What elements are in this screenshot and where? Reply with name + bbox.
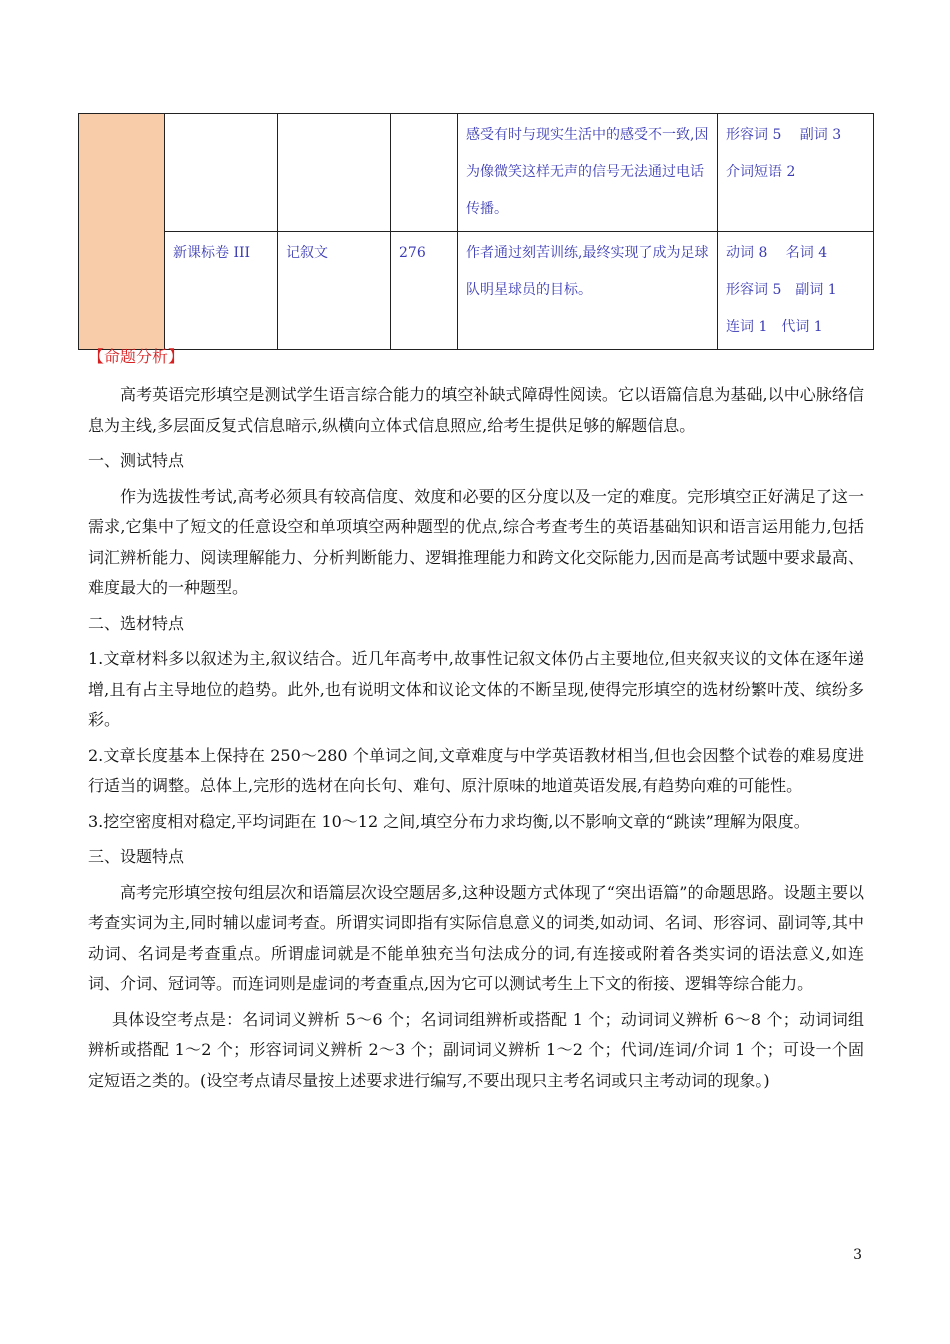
material-point-1: 1.文章材料多以叙述为主,叙议结合。近几年高考中,故事性记叙文体仍占主要地位,但夹叙夹议的文体在逐年递增,且有占主导地位的趋势。此外,也有说明文体和议论文体的不断呈现,使得完形填空的选材纷繁叶茂、缤纷多彩。 [88, 649, 864, 729]
table-row [79, 114, 874, 232]
test-item: 动词 8 名词 4 [726, 245, 828, 261]
table-cell-words [391, 114, 458, 232]
table-cell-genre [278, 114, 391, 232]
table-cell-summary: 作者通过刻苦训练,最终实现了成为足球队明星球员的目标。 [458, 232, 718, 350]
test-item: 介词短语 2 [726, 164, 796, 180]
material-point-2: 2.文章长度基本上保持在 250～280 个单词之间,文章难度与中学英语教材相当,但也会因整个试卷的难易度进行适当的调整。总体上,完形的选材在向长句、难句、原汁原味的地道英语发展,有趋势向难的可能性。 [88, 745, 864, 795]
table-cell-genre: 记叙文 [278, 232, 391, 350]
table-cell-tests [718, 232, 874, 350]
body-text [88, 380, 864, 1101]
exam-statistics-table [78, 113, 874, 350]
table-cell-tests [718, 114, 874, 232]
table-cell-words: 276 [391, 232, 458, 350]
blank-points-paragraph: 具体设空考点是：名词词义辨析 5～6 个；名词词组辨析或搭配 1 个；动词词义辨析 6～8 个；动词词组辨析或搭配 1～2 个；形容词词义辨析 2～3 个；副词词义辨析 1～2 个；代词/连词/介词 1 个；可设一个固定短语之类的。(设空考点请尽量按上述要求进行编写,不要出现只主考名词或只主考动词的现象。) [88, 1009, 864, 1090]
page-number: 3 [853, 1247, 862, 1263]
heading-test-features: 一、测试特点 [88, 451, 185, 470]
intro-paragraph: 高考英语完形填空是测试学生语言综合能力的填空补缺式障碍性阅读。它以语篇信息为基础,以中心脉络信息为主线,多层面反复式信息暗示,纵横向立体式信息照应,给考生提供足够的解题信息。 [88, 385, 864, 435]
test-item: 形容词 5 副词 3 [726, 127, 842, 143]
shaded-side-cell [79, 114, 165, 350]
section-title: 【命题分析】 [88, 347, 185, 366]
table-cell-paper: 新课标卷 III [165, 232, 278, 350]
test-item: 连词 1 代词 1 [726, 319, 823, 335]
table-cell-paper [165, 114, 278, 232]
question-features-paragraph: 高考完形填空按句组层次和语篇层次设空题居多,这种设题方式体现了“突出语篇”的命题思路。设题主要以考查实词为主,同时辅以虚词考查。所谓实词即指有实际信息意义的词类,如动词、名词、形容词、副词等,其中动词、名词是考查重点。所谓虚词就是不能单独充当句法成分的词,有连接或附着各类实词的语法意义,如连词、介词、冠词等。而连词则是虚词的考查重点,因为它可以测试考生上下文的衔接、逻辑等综合能力。 [88, 882, 864, 993]
table-cell-summary: 感受有时与现实生活中的感受不一致,因为像微笑这样无声的信号无法通过电话传播。 [458, 114, 718, 232]
test-item: 形容词 5 副词 1 [726, 282, 837, 298]
table-row [79, 232, 874, 350]
heading-material-features: 二、选材特点 [88, 613, 185, 633]
test-features-paragraph: 作为选拔性考试,高考必须具有较高信度、效度和必要的区分度以及一定的难度。完形填空正好满足了这一需求,它集中了短文的任意设空和单项填空两种题型的优点,综合考查考生的英语基础知识和语言运用能力,包括词汇辨析能力、阅读理解能力、分析判断能力、逻辑推理能力和跨文化交际能力,因而是高考试题中要求最高、难度最大的一种题型。 [88, 486, 864, 597]
material-point-3: 3.挖空密度相对稳定,平均词距在 10～12 之间,填空分布力求均衡,以不影响文章的“跳读”理解为限度。 [88, 811, 810, 831]
heading-question-features: 三、设题特点 [88, 847, 185, 866]
